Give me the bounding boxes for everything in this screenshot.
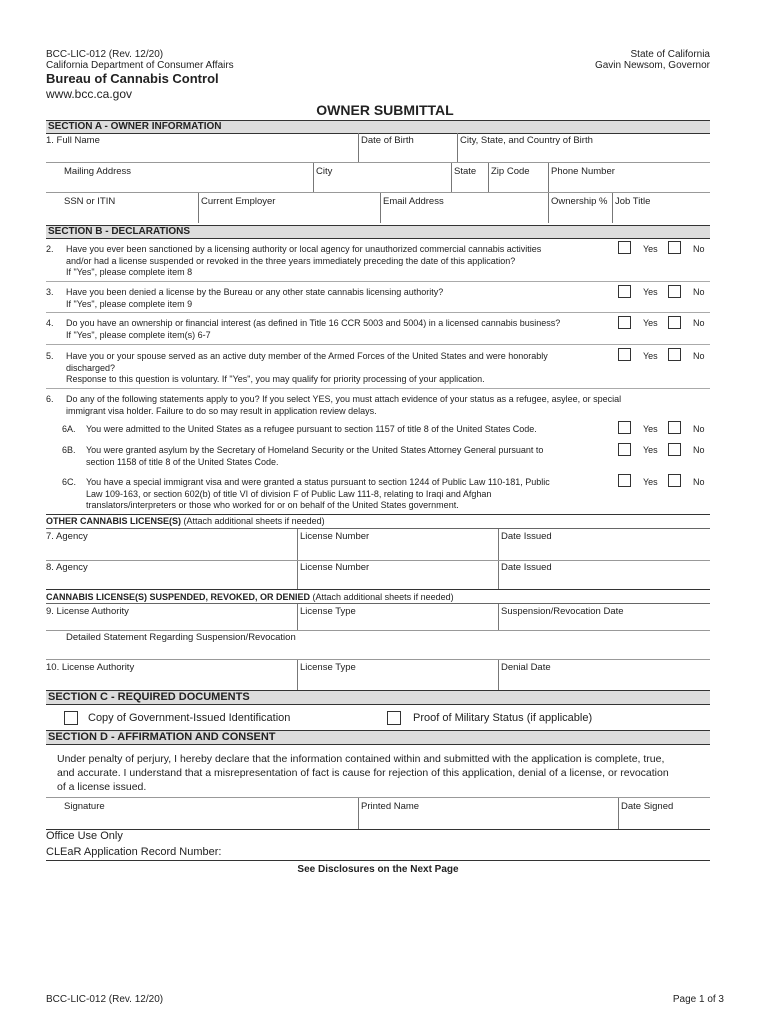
employer-label: Current Employer xyxy=(201,196,276,207)
page-title: OWNER SUBMITTAL xyxy=(316,102,454,118)
agency-7-label: 7. Agency xyxy=(46,531,88,542)
license-type-9-label: License Type xyxy=(300,606,356,617)
state-name: State of California xyxy=(630,49,710,60)
office-use-label: Office Use Only xyxy=(46,830,123,842)
affirmation-text xyxy=(57,752,707,794)
q2-no-checkbox[interactable] xyxy=(668,241,681,254)
license-number-8-label: License Number xyxy=(300,562,370,573)
license-number-7-label: License Number xyxy=(300,531,370,542)
q4-yes-checkbox[interactable] xyxy=(618,316,631,329)
q5-yes-label: Yes xyxy=(643,351,658,361)
q6c-line2: Law 109-163, or section 602(b) of title VI of division F of Public Law 111-8, relating to Iraqi and Afghan xyxy=(86,488,492,499)
q6b-line2: section 1158 of title 8 of the United States Code. xyxy=(86,456,279,467)
phone-label: Phone Number xyxy=(551,166,615,177)
q3-no-label: No xyxy=(693,287,705,297)
state-label: State xyxy=(454,166,477,177)
q4-number: 4. xyxy=(46,318,54,328)
department-name: California Department of Consumer Affairs xyxy=(46,60,234,71)
q4-no-checkbox[interactable] xyxy=(668,316,681,329)
q6b-text xyxy=(86,445,611,468)
q6a-no-label: No xyxy=(693,424,705,434)
q6c-text xyxy=(86,477,611,512)
q3-yes-checkbox[interactable] xyxy=(618,285,631,298)
q6c-no-checkbox[interactable] xyxy=(668,474,681,487)
q4-line1: Do you have an ownership or financial interest (as defined in Title 16 CCR 5003 and 5004) in a licensed cannabis business? xyxy=(66,318,561,328)
q6a-yes-label: Yes xyxy=(643,424,658,434)
q4-no-label: No xyxy=(693,318,705,328)
city-label: City xyxy=(316,166,333,177)
signature-label: Signature xyxy=(64,801,105,812)
q5-no-label: No xyxy=(693,351,705,361)
clear-record-label: CLEaR Application Record Number: xyxy=(46,846,222,858)
section-c-header xyxy=(46,690,710,705)
suspended-header xyxy=(46,592,454,603)
dob-label: Date of Birth xyxy=(361,135,414,146)
q6a-number: 6A. xyxy=(62,424,76,434)
q5-text xyxy=(66,351,611,386)
q4-line2: If "Yes", please complete item(s) 6-7 xyxy=(66,329,211,340)
other-licenses-note: (Attach additional sheets if needed) xyxy=(181,516,325,526)
suspended-title: CANNABIS LICENSE(S) SUSPENDED, REVOKED, OR DENIED xyxy=(46,592,311,602)
q2-line3: If "Yes", please complete item 8 xyxy=(66,267,193,277)
military-status-label: Proof of Military Status (if applicable) xyxy=(413,712,593,724)
disclosures-note: See Disclosures on the Next Page xyxy=(297,864,459,875)
section-a-title: SECTION A - OWNER INFORMATION xyxy=(48,121,222,132)
q2-number: 2. xyxy=(46,244,54,254)
affirmation-line3: of a license issued. xyxy=(57,781,147,793)
license-type-10-label: License Type xyxy=(300,662,356,673)
bureau-name: Bureau of Cannabis Control xyxy=(46,71,219,86)
job-title-label: Job Title xyxy=(615,196,651,207)
website: www.bcc.ca.gov xyxy=(46,87,133,101)
birthplace-label: City, State, and Country of Birth xyxy=(460,135,593,146)
section-d-header xyxy=(46,730,710,745)
q4-yes-label: Yes xyxy=(643,318,658,328)
section-b-header xyxy=(46,225,710,239)
q6b-number: 6B. xyxy=(62,445,76,455)
section-b-title: SECTION B - DECLARATIONS xyxy=(48,226,191,237)
q3-no-checkbox[interactable] xyxy=(668,285,681,298)
q2-no-label: No xyxy=(693,244,705,254)
q6c-yes-checkbox[interactable] xyxy=(618,474,631,487)
ssn-label: SSN or ITIN xyxy=(64,196,116,207)
zip-label: Zip Code xyxy=(491,166,530,177)
section-d-title: SECTION D - AFFIRMATION AND CONSENT xyxy=(48,731,276,743)
q6a-text: You were admitted to the United States as a refugee pursuant to section 1157 of title 8 of the United States Code. xyxy=(86,424,537,434)
section-c-title: SECTION C - REQUIRED DOCUMENTS xyxy=(48,691,250,703)
q6c-number: 6C. xyxy=(62,477,77,487)
q2-yes-label: Yes xyxy=(643,244,658,254)
q5-yes-checkbox[interactable] xyxy=(618,348,631,361)
suspended-note: (Attach additional sheets if needed) xyxy=(310,592,454,602)
q6-number: 6. xyxy=(46,394,54,404)
footer-form-id: BCC-LIC-012 (Rev. 12/20) xyxy=(46,994,164,1005)
form-id: BCC-LIC-012 (Rev. 12/20) xyxy=(46,49,164,60)
email-label: Email Address xyxy=(383,196,444,207)
date-signed-label: Date Signed xyxy=(621,801,674,812)
agency-8-label: 8. Agency xyxy=(46,562,88,573)
affirmation-line1: Under penalty of perjury, I hereby declare that the information contained within and submitted with the application is complete, true, xyxy=(57,753,665,765)
ownership-label: Ownership % xyxy=(551,196,608,207)
printed-name-label: Printed Name xyxy=(361,801,420,812)
date-issued-7-label: Date Issued xyxy=(501,531,552,542)
date-issued-8-label: Date Issued xyxy=(501,562,552,573)
other-licenses-header xyxy=(46,516,325,527)
q3-line2: If "Yes", please complete item 9 xyxy=(66,298,193,309)
q6a-no-checkbox[interactable] xyxy=(668,421,681,434)
q2-line1: Have you ever been sanctioned by a licensing authority or local agency for unauthorized commercial cannabis activities xyxy=(66,244,542,254)
q5-line1: Have you or your spouse served as an active duty member of the Armed Forces of the United States and were honorably xyxy=(66,351,548,361)
q6a-yes-checkbox[interactable] xyxy=(618,421,631,434)
full-name-label: 1. Full Name xyxy=(46,135,100,146)
gov-id-checkbox[interactable] xyxy=(64,711,78,725)
q6-line1: Do any of the following statements apply to you? If you select YES, you must attach evidence of your status as a refugee, asylee, or special xyxy=(66,394,622,404)
q3-yes-label: Yes xyxy=(643,287,658,297)
q4-text xyxy=(66,318,611,341)
q5-number: 5. xyxy=(46,351,54,361)
q5-line2: discharged? xyxy=(66,362,116,373)
q6b-line1: You were granted asylum by the Secretary of Homeland Security or the United States Attorney General pursuant to xyxy=(86,445,544,455)
q5-no-checkbox[interactable] xyxy=(668,348,681,361)
q6b-yes-label: Yes xyxy=(643,445,658,455)
gov-id-label: Copy of Government-Issued Identification xyxy=(88,712,291,724)
q2-yes-checkbox[interactable] xyxy=(618,241,631,254)
page-number: Page 1 of 3 xyxy=(672,994,724,1005)
q2-text xyxy=(66,244,611,279)
q6b-no-label: No xyxy=(693,445,705,455)
other-licenses-title: OTHER CANNABIS LICENSE(S) xyxy=(46,516,182,526)
q2-line2: and/or had a license suspended or revoked in the three years immediately preceding the date of this application? xyxy=(66,255,516,266)
license-authority-10-label: 10. License Authority xyxy=(46,662,135,673)
q6b-no-checkbox[interactable] xyxy=(668,443,681,456)
q3-text xyxy=(66,287,611,310)
q6c-yes-label: Yes xyxy=(643,477,658,487)
q3-number: 3. xyxy=(46,287,54,297)
detailed-statement-label: Detailed Statement Regarding Suspension/Revocation xyxy=(66,632,296,643)
q6c-line3: translators/interpreters or those who worked for or on behalf of the United States government. xyxy=(86,500,459,510)
q5-line3: Response to this question is voluntary. If "Yes", you may qualify for priority processing of your application. xyxy=(66,374,485,384)
q6-text xyxy=(66,394,706,417)
military-status-checkbox[interactable] xyxy=(387,711,401,725)
q6c-no-label: No xyxy=(693,477,705,487)
affirmation-line2: and accurate. I understand that a misrepresentation of fact is cause for rejection of this application, denial of a license, or revocation xyxy=(57,767,669,779)
q6c-line1: You have a special immigrant visa and were granted a status pursuant to section 1244 of Public Law 110-181, Public xyxy=(86,477,550,487)
license-authority-9-label: 9. License Authority xyxy=(46,606,129,617)
suspension-date-label: Suspension/Revocation Date xyxy=(501,606,624,617)
q6b-yes-checkbox[interactable] xyxy=(618,443,631,456)
governor-name: Gavin Newsom, Governor xyxy=(594,60,710,71)
q6-line2: immigrant visa holder. Failure to do so may result in application review delays. xyxy=(66,405,377,416)
q3-line1: Have you been denied a license by the Bureau or any other state cannabis licensing authority? xyxy=(66,287,444,297)
mailing-address-label: Mailing Address xyxy=(64,166,132,177)
denial-date-label: Denial Date xyxy=(501,662,551,673)
section-a-header xyxy=(46,120,710,134)
